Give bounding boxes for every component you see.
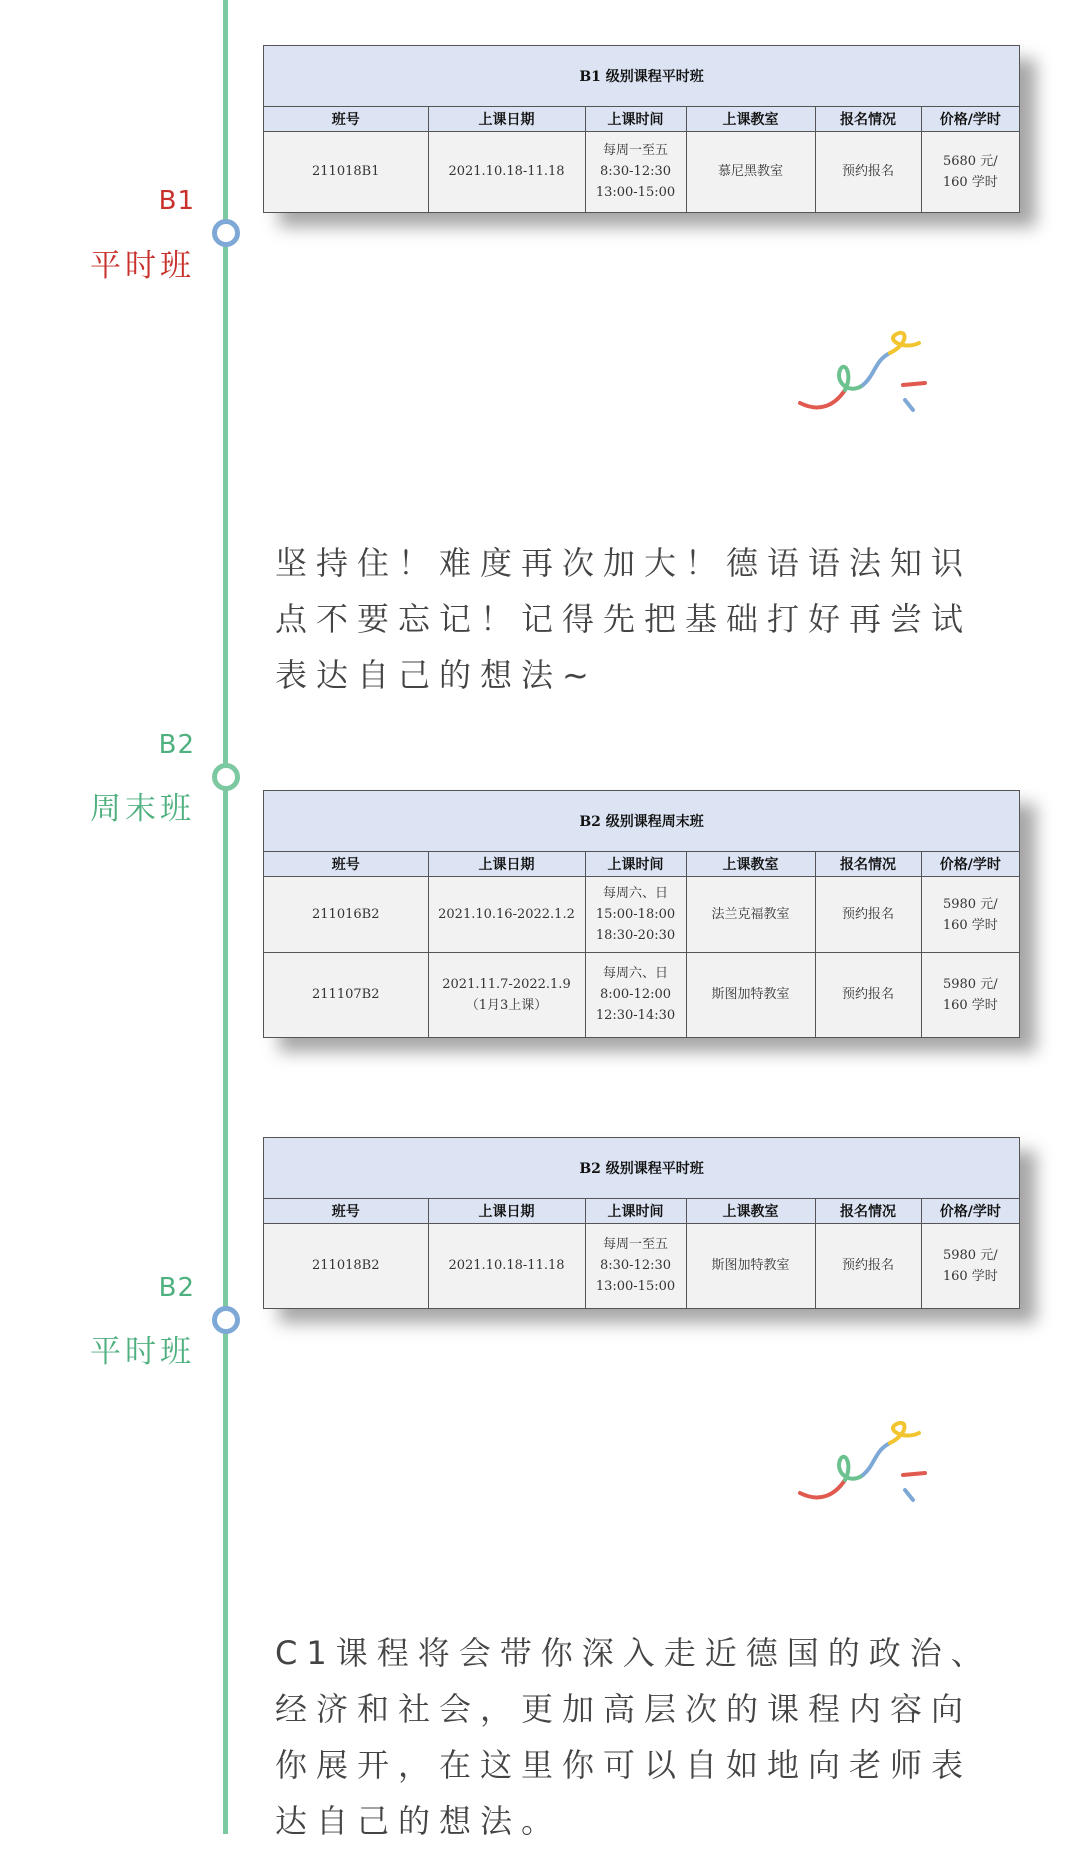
column-header: 报名情况 [815, 1199, 921, 1224]
class-room: 斯图加特教室 [686, 953, 815, 1037]
timeline-node-b2-regular [212, 1306, 240, 1334]
table-row [264, 877, 1019, 953]
table-title: B2 级别课程周末班 [264, 791, 1019, 852]
column-header: 报名情况 [815, 107, 921, 132]
column-header: 价格/学时 [921, 852, 1019, 877]
squiggle-decoration-icon [795, 1405, 935, 1505]
table-title: B2 级别课程平时班 [264, 1138, 1019, 1199]
class-code: 211018B1 [264, 132, 428, 212]
enroll-status[interactable]: 预约报名 [815, 1224, 921, 1308]
class-price: 5980 元/ 160 学时 [921, 953, 1019, 1037]
b2-intro-text: 坚持住！难度再次加大！德语语法知识点不要忘记！记得先把基础打好再尝试表达自己的想法~ [275, 544, 973, 694]
class-room: 法兰克福教室 [686, 877, 815, 953]
column-header: 上课教室 [686, 107, 815, 132]
timeline-class-b2-weekend: 周末班 [90, 791, 195, 827]
course-table-b2-weekend [263, 790, 1020, 1038]
course-table-b1-regular [263, 45, 1020, 213]
column-header: 报名情况 [815, 852, 921, 877]
timeline-level-b1: B1 [158, 186, 195, 216]
squiggle-decoration-icon [795, 315, 935, 415]
column-header: 价格/学时 [921, 107, 1019, 132]
column-header: 上课教室 [686, 1199, 815, 1224]
table-title: B1 级别课程平时班 [264, 46, 1019, 107]
enroll-status[interactable]: 预约报名 [815, 132, 921, 212]
class-time: 每周六、日 15:00-18:00 18:30-20:30 [585, 877, 686, 953]
class-date: 2021.10.18-11.18 [428, 132, 585, 212]
class-time: 每周六、日 8:00-12:00 12:30-14:30 [585, 953, 686, 1037]
course-table-b2-regular [263, 1137, 1020, 1309]
timeline-line [223, 0, 228, 1834]
class-time: 每周一至五 8:30-12:30 13:00-15:00 [585, 132, 686, 212]
class-price: 5980 元/ 160 学时 [921, 877, 1019, 953]
column-header: 班号 [264, 107, 428, 132]
column-header: 上课日期 [428, 1199, 585, 1224]
class-price: 5980 元/ 160 学时 [921, 1224, 1019, 1308]
class-date: 2021.10.18-11.18 [428, 1224, 585, 1308]
column-header: 上课教室 [686, 852, 815, 877]
class-date: 2021.11.7-2022.1.9 （1月3上课） [428, 953, 585, 1037]
column-header: 上课日期 [428, 107, 585, 132]
class-price: 5680 元/ 160 学时 [921, 132, 1019, 212]
class-room: 斯图加特教室 [686, 1224, 815, 1308]
timeline-class-b1-regular: 平时班 [90, 248, 195, 284]
column-header: 上课时间 [585, 1199, 686, 1224]
column-header: 上课时间 [585, 107, 686, 132]
class-code: 211016B2 [264, 877, 428, 953]
timeline-class-b2-regular: 平时班 [90, 1334, 195, 1370]
enroll-status[interactable]: 预约报名 [815, 953, 921, 1037]
class-date: 2021.10.16-2022.1.2 [428, 877, 585, 953]
column-header: 上课时间 [585, 852, 686, 877]
column-header: 班号 [264, 1199, 428, 1224]
class-room: 慕尼黑教室 [686, 132, 815, 212]
timeline-level-b2-weekend: B2 [158, 730, 195, 760]
timeline-level-b2-regular: B2 [158, 1273, 195, 1303]
column-header: 价格/学时 [921, 1199, 1019, 1224]
class-code: 211107B2 [264, 953, 428, 1037]
table-row [264, 1224, 1019, 1308]
class-code: 211018B2 [264, 1224, 428, 1308]
class-time: 每周一至五 8:30-12:30 13:00-15:00 [585, 1224, 686, 1308]
timeline-node-b1 [212, 219, 240, 247]
table-row [264, 953, 1019, 1037]
c1-intro-text: C1课程将会带你深入走近德国的政治、经济和社会，更加高层次的课程内容向你展开，在这里你可以自如地向老师表达自己的想法。 [275, 1634, 992, 1840]
table-row [264, 132, 1019, 212]
column-header: 上课日期 [428, 852, 585, 877]
timeline-node-b2-weekend [212, 763, 240, 791]
column-header: 班号 [264, 852, 428, 877]
enroll-status[interactable]: 预约报名 [815, 877, 921, 953]
